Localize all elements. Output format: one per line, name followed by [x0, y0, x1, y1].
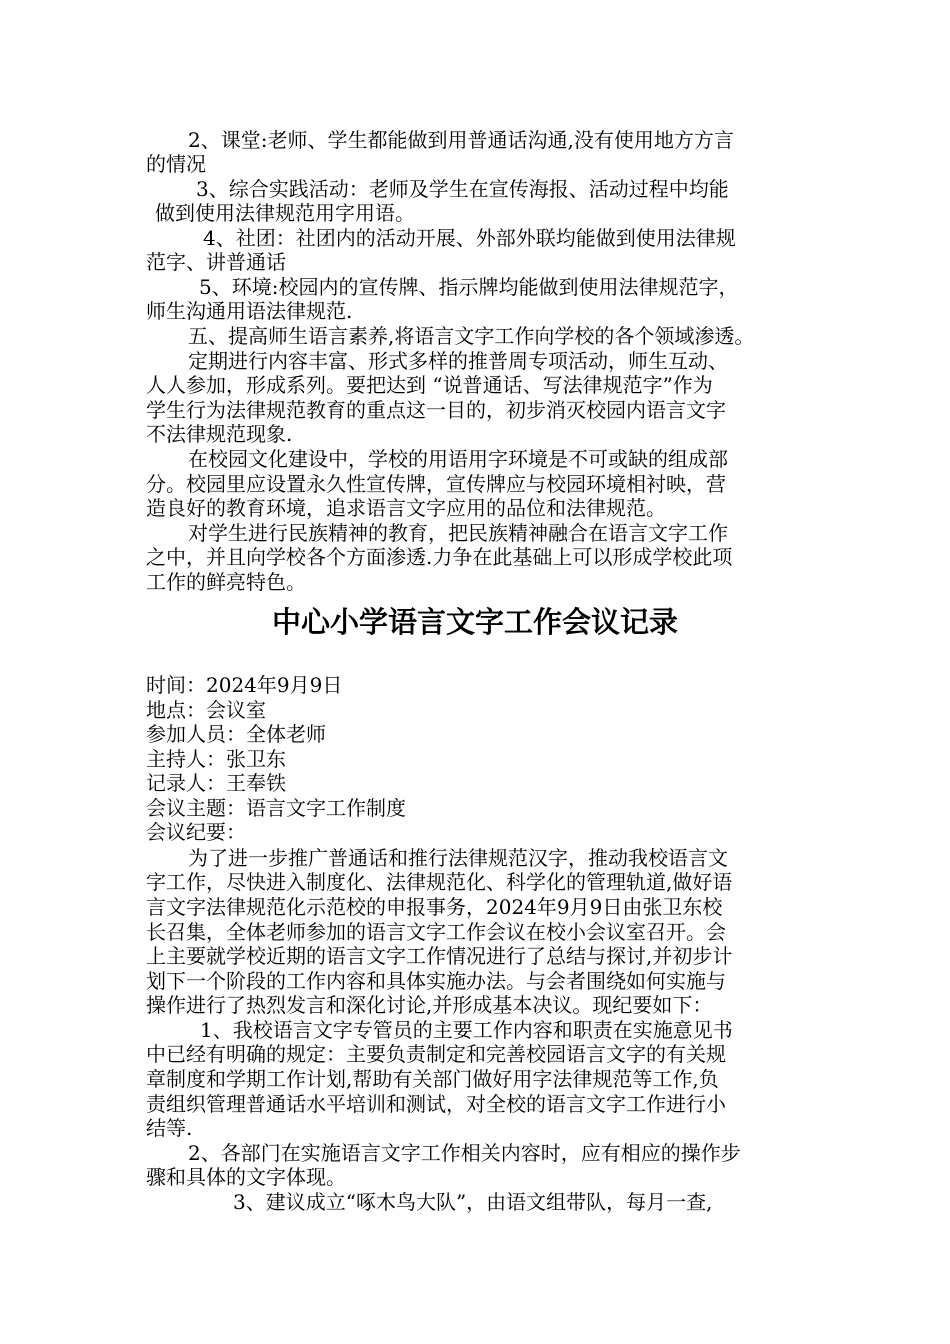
paragraph-line: 分。校园里应设置永久性宣传牌，宣传牌应与校园环境相衬映，营: [146, 472, 726, 496]
paragraph-line: 责组织管理普通话水平培训和测试，对全校的语言文字工作进行小: [146, 1092, 726, 1116]
meeting-summary-label: 会议纪要：: [146, 820, 246, 844]
paragraph-line: 长召集，全体老师参加的语言文字工作会议在校小会议室召开。会: [146, 920, 726, 944]
document-title: 中心小学语言文字工作会议记录: [271, 605, 678, 639]
paragraph-line: 五、提高师生语言素养,将语言文字工作向学校的各个领域渗透。: [188, 324, 755, 348]
paragraph-line: 之中，并且向学校各个方面渗透.力争在此基础上可以形成学校此项: [146, 545, 733, 569]
meeting-recorder: 记录人：王奉铁: [146, 771, 286, 795]
paragraph-line: 操作进行了热烈发言和深化讨论,并形成基本决议。现纪要如下：: [146, 993, 713, 1017]
paragraph-line: 为了进一步推广普通话和推行法律规范汉字，推动我校语言文: [188, 846, 728, 870]
paragraph-line: 造良好的教育环境，追求语言文字应用的品位和法律规范。: [146, 496, 666, 520]
paragraph-line: 划下一个阶段的工作内容和具体实施办法。与会者围绕如何实施与: [146, 969, 726, 993]
paragraph-line: 对学生进行民族精神的教育，把民族精神融合在语言文字工作: [188, 521, 728, 545]
paragraph-line: 骤和具体的文字体现。: [146, 1165, 346, 1189]
meeting-time: 时间：2024年9月9日: [146, 673, 343, 697]
paragraph-line: 定期进行内容丰富、形式多样的推普周专项活动，师生互动、: [188, 349, 728, 373]
paragraph-line: 师生沟通用语法律规范.: [146, 299, 353, 323]
paragraph-line: 范字、讲普通话: [146, 250, 286, 274]
paragraph-line: 工作的鲜亮特色。: [146, 570, 306, 594]
paragraph-line: 4、社团：社团内的活动开展、外部外联均能做到使用法律规: [203, 226, 736, 250]
paragraph-line: 在校园文化建设中，学校的用语用字环境是不可或缺的组成部: [188, 447, 728, 471]
meeting-place: 地点：会议室: [146, 698, 266, 722]
meeting-host: 主持人：张卫东: [146, 747, 286, 771]
paragraph-line: 上主要就学校近期的语言文字工作情况进行了总结与探讨,并初步计: [146, 944, 733, 968]
paragraph-line: 3、综合实践活动：老师及学生在宣传海报、活动过程中均能: [196, 177, 729, 201]
paragraph-line: 2、课堂:老师、学生都能做到用普通话沟通,没有使用地方方言: [188, 128, 734, 152]
paragraph-line: 章制度和学期工作计划,帮助有关部门做好用字法律规范等工作,负: [146, 1067, 719, 1091]
paragraph-line: 言文字法律规范化示范校的申报事务，2024年9月9日由张卫东校: [146, 895, 723, 919]
paragraph-line: 学生行为法律规范教育的重点这一目的，初步消灭校园内语言文字: [146, 398, 726, 422]
paragraph-line: 人人参加，形成系列。要把达到 “说普通话、写法律规范字”作为: [146, 373, 713, 397]
paragraph-line: 的情况: [146, 152, 206, 176]
paragraph-line: 结等.: [146, 1116, 193, 1140]
paragraph-line: 5、环境:校园内的宣传牌、指示牌均能做到使用法律规范字，: [199, 275, 739, 299]
paragraph-line: 中已经有明确的规定：主要负责制定和完善校园语言文字的有关规: [146, 1042, 726, 1066]
paragraph-line: 2、各部门在实施语言文字工作相关内容时，应有相应的操作步: [188, 1141, 741, 1165]
paragraph-line: 字工作，尽快进入制度化、法律规范化、科学化的管理轨道,做好语: [146, 870, 733, 894]
paragraph-line: 3、建议成立“啄木鸟大队”，由语文组带队，每月一查,: [233, 1190, 713, 1214]
paragraph-line: 不法律规范现象.: [146, 422, 293, 446]
paragraph-line: 1、我校语言文字专管员的主要工作内容和职责在实施意见书: [200, 1018, 733, 1042]
paragraph-line: 做到使用法律规范用字用语。: [155, 201, 415, 225]
meeting-topic: 会议主题：语言文字工作制度: [146, 796, 406, 820]
meeting-attendees: 参加人员：全体老师: [146, 722, 326, 746]
